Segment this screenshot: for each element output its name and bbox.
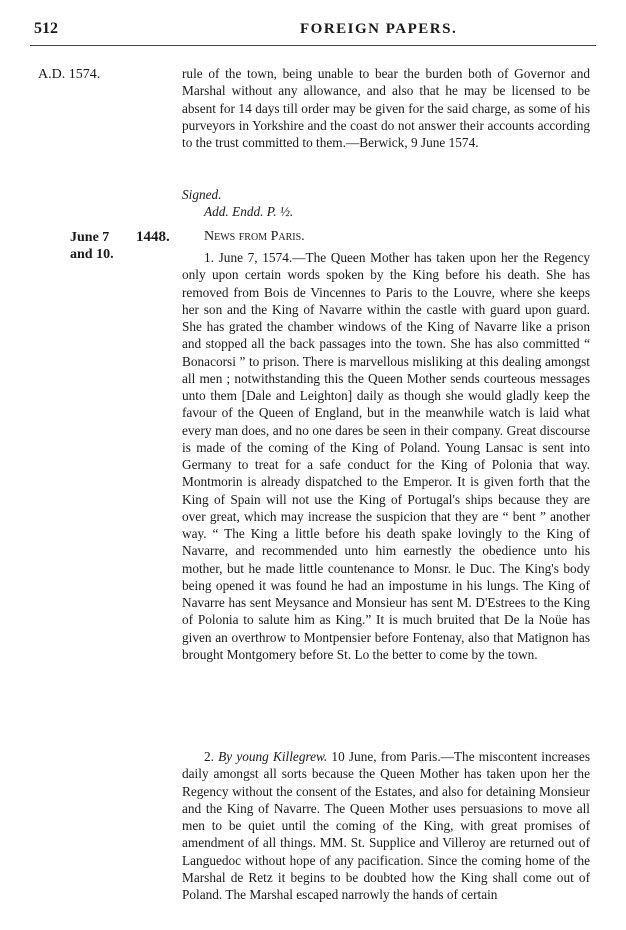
paragraph-2-source: By young Killegrew.: [218, 749, 328, 764]
entry-date-line1: June 7: [70, 230, 110, 245]
paragraph-2-number: 2.: [204, 749, 214, 764]
page-header: [0, 0, 626, 40]
signed-note: Signed.: [182, 187, 222, 202]
paragraph-2-text: 10 June, from Paris.—The miscontent increases daily amongst all sorts because the Queen Mother has taken upon her the Regency without the consent of the Estates, and also for detaining Monsieur and the King of Navarre. The Queen Mother uses persuasions to move all men to be quiet until the coming of the King, with great promises of amendment of all things. MM. St. Supplice and Villeroy are returned out of Languedoc without hope of any pacification. Since the coming home of the Marshal de Retz it begins to be doubted how the King shall come out of Poland. The Marshal escaped narrowly the hands of certain: [182, 749, 590, 902]
page-number: 512: [34, 20, 58, 37]
endorsement-note: Add. Endd. P. ½.: [204, 204, 294, 219]
margin-year: A.D. 1574.: [38, 67, 101, 82]
entry-paragraph-1: 1. June 7, 1574.—The Queen Mother has taken upon her the Regency only upon certain words spoken by the King before his death. She has removed from Bois de Vincennes to Paris to the Louvre, where she keeps her son and the King of Navarre within the castle with guard upon guard. She has grated the chamber windows of the King of Navarre like a prison and stopped all the back passages into the town. She has also committed “ Bonacorsi ” to prison. There is marvellous misliking at this dealing amongst all men ; notwithstanding this the Queen Mother sends courteous messages unto them [Dale and Leighton] daily as though she would gladly keep the favour of the Queen of England, but in the meanwhile watch is laid what every man does, and no one dares be seen in their company. Great discourse is made of the coming of the King of Poland. Young Lansac is sent into Germany to treat for a safe conduct for the King of Polonia that way. Montmorin is already dispatched to the Emperor. It is given forth that the King of Spain will not use the King of Portugal's ships because they are over great, which may increase the suspicion that they are “ bent ” another way. “ The King a little before his death spake lovingly to the King of Navarre, and recommended unto him earnestly the obedience unto his mother, but he made little countenance to Monsr. le Duc. The King's body being opened it was found he had an impostume in his lungs. The King of Navarre has sent Meysance and Monsieur has sent M. D'Estrees to the King of Polonia to salute him as King.” It is much bruited that De la Noüe has given an overthrow to Montpensier before Fontenay, also that Matignon has brought Montgomery before St. Lo the better to come by the town.: [182, 250, 590, 662]
running-title: FOREIGN PAPERS.: [300, 21, 458, 37]
entry-number: 1448.: [136, 229, 170, 245]
header-rule: [30, 45, 596, 46]
entry-date-line2: and 10.: [70, 247, 114, 262]
previous-entry-text: rule of the town, being unable to bear the burden both of Governor and Marshal without any allowance, and also that he may be licensed to be absent for 14 days till order may be given for the said charge, as some of his purveyors in Yorkshire and the coast do not answer their accounts according to the trust committed to them.—Berwick, 9 June 1574.: [182, 66, 590, 150]
entry-paragraph-2: [182, 748, 590, 903]
entry-title: News from Paris.: [204, 229, 305, 244]
